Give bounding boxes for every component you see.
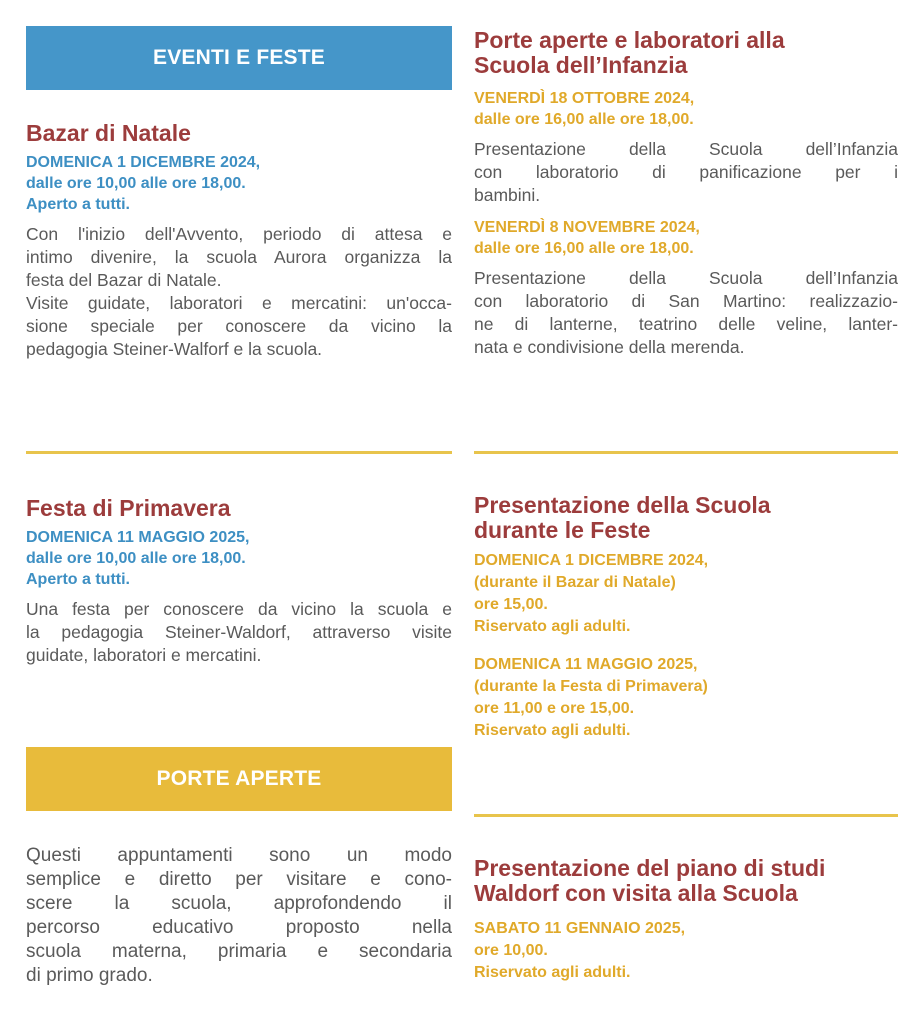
text-line: con laboratorio di panificazione per i: [474, 162, 898, 182]
infanzia-title-line: Scuola dell’Infanzia: [474, 52, 688, 78]
porte-aperte-banner-label: PORTE APERTE: [156, 767, 322, 790]
feste-time-1: ore 15,00.: [474, 596, 548, 613]
feste-occasion-2: (durante la Festa di Primavera): [474, 678, 708, 695]
text-line: Con l'inizio dell'Avvento, periodo di attesa e: [26, 224, 452, 244]
bazar-access: Aperto a tutti.: [26, 196, 130, 213]
text-line: festa del Bazar di Natale.: [26, 270, 222, 290]
bazar-date: DOMENICA 1 DICEMBRE 2024,: [26, 154, 261, 171]
feste-section: [474, 493, 898, 742]
infanzia-description-1: [474, 138, 898, 207]
feste-date-1: DOMENICA 1 DICEMBRE 2024,: [474, 552, 709, 569]
piano-title: [474, 856, 898, 906]
feste-access-1: Riservato agli adulti.: [474, 618, 631, 635]
bazar-meta: [26, 152, 452, 215]
infanzia-title: [474, 28, 898, 78]
piano-title-line: Waldorf con visita alla Scuola: [474, 880, 798, 906]
events-banner-label: EVENTI E FESTE: [153, 46, 325, 69]
events-banner: [26, 26, 452, 90]
feste-occasion-1: (durante il Bazar di Natale): [474, 574, 676, 591]
text-line: Una festa per conoscere da vicino la scuola e: [26, 599, 452, 619]
infanzia-date-1: VENERDÌ 18 OTTOBRE 2024,: [474, 90, 695, 107]
piano-date: SABATO 11 GENNAIO 2025,: [474, 920, 686, 937]
piano-section: [474, 856, 898, 984]
primavera-meta: [26, 527, 452, 590]
primavera-access: Aperto a tutti.: [26, 571, 130, 588]
porte-aperte-banner: [26, 747, 452, 811]
text-line: nata e condivisione della merenda.: [474, 337, 745, 357]
infanzia-section: [474, 28, 898, 359]
text-line: sione speciale per conoscere da vicino la: [26, 316, 452, 336]
text-line: bambini.: [474, 185, 541, 205]
feste-meta-2: [474, 654, 898, 742]
infanzia-description-2: [474, 267, 898, 359]
infanzia-hours-2: dalle ore 16,00 alle ore 18,00.: [474, 240, 694, 257]
primavera-date: DOMENICA 11 MAGGIO 2025,: [26, 529, 250, 546]
text-line: pedagogia Steiner-Walforf e la scuola.: [26, 339, 323, 359]
infanzia-hours-1: dalle ore 16,00 alle ore 18,00.: [474, 111, 694, 128]
text-line: scuola materna, primaria e secondaria: [26, 941, 452, 962]
text-line: Questi appuntamenti sono un modo: [26, 845, 452, 866]
infanzia-title-line: Porte aperte e laboratori alla: [474, 27, 785, 53]
text-line: di primo grado.: [26, 965, 153, 986]
primavera-hours: dalle ore 10,00 alle ore 18,00.: [26, 550, 246, 567]
feste-access-2: Riservato agli adulti.: [474, 722, 631, 739]
divider: [26, 451, 452, 454]
text-line: Visite guidate, laboratori e mercatini: un'occa-: [26, 293, 452, 313]
primavera-section: [26, 496, 452, 667]
text-line: guidate, laboratori e mercatini.: [26, 645, 262, 665]
divider: [474, 814, 898, 817]
piano-access: Riservato agli adulti.: [474, 964, 631, 981]
bazar-title: Bazar di Natale: [26, 120, 191, 146]
text-line: con laboratorio di San Martino: realizzazio-: [474, 291, 898, 311]
text-line: ne di lanterne, teatrino delle veline, lanter-: [474, 314, 898, 334]
feste-title-line: Presentazione della Scuola: [474, 492, 771, 518]
porte-aperte-description: [26, 844, 452, 988]
piano-time: ore 10,00.: [474, 942, 548, 959]
bazar-hours: dalle ore 10,00 alle ore 18,00.: [26, 175, 246, 192]
feste-time-2: ore 11,00 e ore 15,00.: [474, 700, 635, 717]
bazar-section: [26, 121, 452, 361]
text-line: percorso educativo proposto nella: [26, 917, 452, 938]
piano-meta: [474, 918, 898, 984]
text-line: la pedagogia Steiner-Waldorf, attraverso visite: [26, 622, 452, 642]
feste-title-line: durante le Feste: [474, 517, 651, 543]
primavera-title: Festa di Primavera: [26, 495, 231, 521]
feste-date-2: DOMENICA 11 MAGGIO 2025,: [474, 656, 698, 673]
infanzia-date-2: VENERDÌ 8 NOVEMBRE 2024,: [474, 219, 700, 236]
feste-title: [474, 493, 898, 543]
primavera-description: [26, 598, 452, 667]
bazar-description: [26, 223, 452, 361]
text-line: semplice e diretto per visitare e cono-: [26, 869, 452, 890]
infanzia-meta-2: [474, 217, 898, 259]
feste-meta-1: [474, 550, 898, 638]
infanzia-meta-1: [474, 88, 898, 130]
piano-title-line: Presentazione del piano di studi: [474, 855, 826, 881]
text-line: Presentazione della Scuola dell’Infanzia: [474, 139, 898, 159]
text-line: scere la scuola, approfondendo il: [26, 893, 452, 914]
text-line: Presentazione della Scuola dell’Infanzia: [474, 268, 898, 288]
text-line: intimo divenire, la scuola Aurora organizza la: [26, 247, 452, 267]
divider: [474, 451, 898, 454]
